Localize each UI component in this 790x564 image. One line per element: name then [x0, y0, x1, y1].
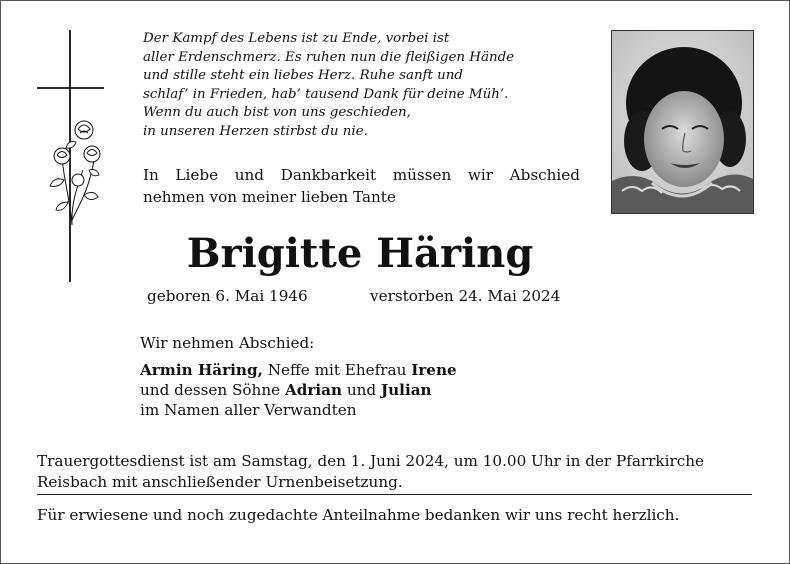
mourner-line: im Namen aller Verwandten	[140, 401, 357, 419]
portrait-photo-image	[612, 31, 753, 213]
mourner-line	[140, 360, 457, 380]
poem-line: Der Kampf des Lebens ist zu Ende, vorbei ist	[143, 31, 450, 46]
service-info	[37, 451, 757, 493]
farewell-heading: Wir nehmen Abschied:	[140, 334, 315, 352]
mourner-line	[140, 380, 457, 400]
mourner-relation: und dessen Söhne	[140, 381, 285, 399]
birth-date: geboren 6. Mai 1946	[147, 287, 308, 305]
mourner-name: Adrian	[284, 381, 342, 399]
deceased-name: Brigitte Häring	[186, 230, 534, 277]
poem-line: aller Erdenschmerz. Es ruhen nun die fleißigen Hände	[143, 49, 515, 65]
death-date: verstorben 24. Mai 2024	[370, 287, 561, 305]
portrait-photo	[611, 30, 754, 214]
life-dates	[147, 286, 561, 306]
service-line-1: Trauergottesdienst ist am Samstag, den 1. Juni 2024, um 10.00 Uhr in der Pfarrkirche	[37, 452, 704, 470]
service-line-2: Reisbach mit anschließender Urnenbeisetzung.	[37, 473, 403, 491]
mourner-name: Armin Häring,	[140, 361, 263, 379]
mourner-name: Irene	[411, 361, 457, 379]
divider-line	[37, 494, 752, 495]
mourners-list	[140, 360, 457, 420]
thanks-text: Für erwiesene und noch zugedachte Anteilnahme bedanken wir uns recht herzlich.	[37, 506, 680, 524]
mourner-name: Julian	[380, 381, 432, 399]
poem-line: schlaf’ in Frieden, hab’ tausend Dank für deine Müh’.	[143, 86, 509, 102]
poem-line: Wenn du auch bist von uns geschieden,	[143, 105, 411, 121]
intro-line-1: In Liebe und Dankbarkeit müssen wir Abschied	[143, 166, 580, 184]
mourner-relation: und	[342, 381, 381, 399]
poem-line: und stille steht ein liebes Herz. Ruhe sanft und	[143, 68, 463, 84]
mourner-relation: Neffe mit Ehefrau	[262, 361, 412, 379]
poem-line: in unseren Herzen stirbst du nie.	[143, 123, 368, 139]
cross-with-roses-icon	[34, 30, 114, 282]
memorial-poem	[143, 30, 593, 142]
intro-text	[143, 164, 580, 208]
intro-line-2: nehmen von meiner lieben Tante	[143, 188, 396, 206]
